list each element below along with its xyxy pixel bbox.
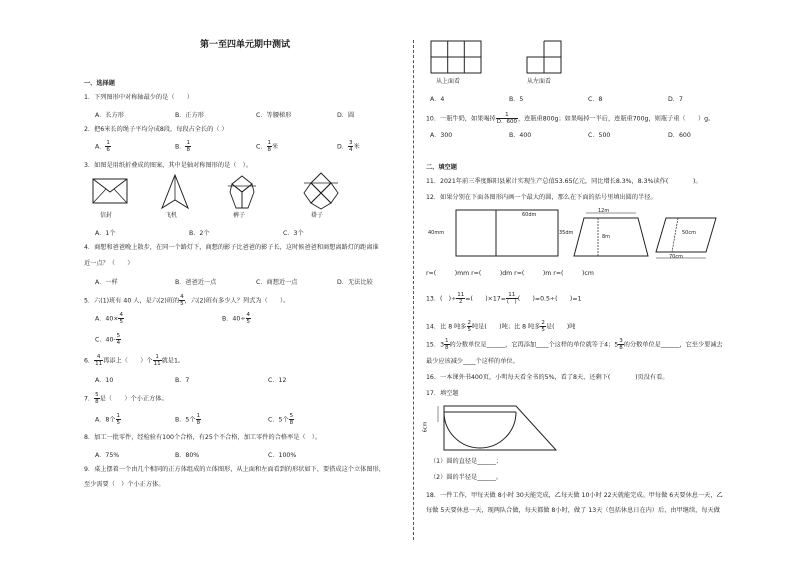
q9-option-d: D．7	[668, 96, 683, 103]
semicircle-trapezoid-figure	[430, 402, 560, 452]
q9-option-b: B．5	[509, 96, 524, 103]
q7-option-b: B．5个 $\frac{1}{8}$	[175, 413, 201, 426]
section-fill-heading: 二、填空题	[426, 164, 457, 171]
q3-option-b: B．2个	[189, 230, 210, 237]
q5-option-a: A．40× $\frac{4}{5}$	[95, 312, 123, 325]
q12-answer-line: r=( )mm r=( )dm r=( )m r=( )cm	[426, 270, 594, 277]
q3-option-c: C．3个	[283, 230, 304, 237]
section-choice-heading: 一、选择题	[84, 80, 115, 87]
q8-option-b: B．80%	[175, 452, 200, 459]
q1-option-d: D．圆	[337, 112, 355, 119]
question-1: 1．下列图形中对称轴最少的是（ ）	[84, 94, 194, 101]
q10-option-d: D．600	[668, 132, 691, 139]
left-view-grid	[526, 40, 562, 74]
right-column	[418, 0, 794, 562]
dim-50cm: 50cm	[682, 230, 696, 236]
figure-label-shirt: 褂子	[311, 212, 324, 219]
q1-option-c: C．等腰梯形	[256, 112, 292, 119]
dim-60dm: 60dm	[522, 212, 537, 218]
question-13: 13．( )÷ $\frac{11}{2}$ =( )×17= $\frac{11}{( )}$ ( )=0.5÷( )=1	[426, 292, 582, 305]
q2-option-b: B． $\frac{1}{8}$	[175, 140, 190, 153]
pants-figure	[226, 174, 258, 210]
q4-option-b: B．爸爸近一点	[175, 279, 217, 286]
q7-option-a: A．8个 $\frac{1}{5}$	[95, 413, 121, 426]
question-9-line1: 9．桌上摆着一个由几个相同的正方体组成的立体图形，从上面和左面看到的形状如下，要搭成这个立体图形，	[84, 466, 385, 473]
plane-figure	[160, 174, 190, 210]
q5-option-c: C．40- $\frac{5}{4}$	[95, 333, 121, 346]
q4-option-c: C．商想近一点	[256, 279, 298, 286]
q17-diameter: （1）圆的直径是______；	[430, 458, 502, 465]
dim-40mm: 40mm	[428, 230, 445, 236]
question-3: 3．如图是用纸折叠成的图案，其中是轴对称图形的是（ ）。	[84, 162, 252, 169]
q2-option-d: D． $\frac{3}{4}$ 米	[337, 140, 360, 153]
question-15-line2: 最少应该减少____个这样的单位。	[426, 358, 519, 365]
question-18-line1: 18．一件工作，甲每天做 8小时 30天能完成，乙每天做 10小时 22天就能完成。甲每做 6天要休息一天，乙	[426, 492, 723, 499]
q3-option-a: A．1个	[95, 230, 116, 237]
q6-option-c: C．12	[268, 377, 287, 384]
q1-option-b: B．正方形	[175, 112, 204, 119]
question-9-line2: 至少需要（ ）个小正方体。	[84, 481, 165, 488]
dim-12m: 12m	[598, 208, 610, 214]
q2-option-c: C． $\frac{1}{8}$ 米	[256, 140, 279, 153]
q2-option-a: A． $\frac{1}{6}$	[95, 140, 110, 153]
question-12: 12．如果分别在下面各图形内画一个最大的圆，那么在下面的括号里填出圆的半径。	[426, 194, 657, 201]
figure-label-plane: 飞机	[165, 212, 178, 219]
left-view-label: 从左面看	[527, 78, 552, 85]
q9-option-a: A．4	[430, 96, 445, 103]
q8-option-c: C．100%	[268, 452, 297, 459]
figure-label-pants: 裤子	[233, 212, 246, 219]
q8-option-a: A．75%	[95, 452, 120, 459]
q4-option-a: A．一样	[95, 279, 118, 286]
question-17: 17．填空题	[426, 390, 459, 397]
question-10: 10．一瓶牛奶，如果喝掉 $\frac{1}{D.600}$ ，连瓶重800g；如果喝掉一半后，连瓶重700g，则瓶子重（ ）g。	[426, 112, 715, 125]
top-view-label: 从上面看	[436, 78, 461, 85]
q9-option-c: C．8	[588, 96, 603, 103]
dim-35dm: 35dm	[559, 230, 574, 236]
question-16: 16．一本课外书400页，小明每天看全书的5%，看了8天，还剩下( )页没有看。	[426, 374, 669, 381]
question-4-line2: 近一点？（ ）	[84, 260, 134, 267]
question-15: 15．3 $\frac{1}{8}$ 的分数单位是______，它再添加____个这样的单位就等于4；5 $\frac{3}{8}$ 的分数单位是______，它至少要减去	[426, 338, 723, 351]
shirt-figure	[303, 172, 339, 210]
column-divider	[413, 40, 414, 540]
envelope-figure	[92, 178, 128, 206]
page-title: 第一至四单元期中测试	[200, 40, 291, 50]
q17-radius: （2）圆的半径是______。	[430, 474, 502, 481]
question-8: 8．加工一批零件，经检验有100个合格，有25个不合格，加工零件的合格率是（ ）。	[84, 434, 322, 441]
q4-option-d: D．无法比较	[337, 279, 373, 286]
dim-6cm: 6cm	[422, 421, 429, 433]
figure-label-envelope: 信封	[100, 212, 113, 219]
dim-70cm: 70cm	[669, 254, 683, 260]
q5-option-b: B．40÷ $\frac{4}{5}$	[222, 312, 250, 325]
question-7: 7． $\frac{5}{8}$ 是（ ）个小正方体。	[84, 392, 168, 405]
q1-option-a: A．长方形	[95, 112, 124, 119]
q6-option-a: A．10	[95, 377, 114, 384]
q10-option-a: A．300	[430, 132, 453, 139]
dim-8m: 8m	[602, 234, 611, 240]
question-2: 2．把6米长的绳子平均分成8段，每段占全长的（ ）	[84, 126, 228, 133]
question-18-line2: 每做 5天要休息一天，现两队合做，每天都做 8小时，做了 13天（包括休息日在内）后，由甲继续，每天做	[426, 507, 720, 514]
q10-option-b: B．400	[509, 132, 532, 139]
q10-option-c: C．500	[588, 132, 611, 139]
question-11: 11．2021年前三季度睢阳县累计实现生产总值53.65亿元，同比增长8.3%，8.3%读作( )。	[426, 178, 702, 185]
question-5: 5．六(1)班有 40 人，是六(2)班的 $\frac{4}{5}$ ，六(2)班有多少人？列式为（ ）。	[84, 294, 290, 307]
question-14: 14．比 8 吨多 $\frac{2}{5}$ 吨是( )吨；比 8 吨多 $\frac{2}{5}$ 是( )吨	[426, 320, 576, 333]
question-4-line1: 4．商想和爸爸晚上散步，在同一个路灯下，商想的影子比爸爸的影子长，这时候爸爸和商想离路灯的距离谁	[84, 244, 379, 251]
q6-option-b: B．7	[175, 377, 190, 384]
top-view-grid	[430, 40, 482, 74]
q7-option-c: C．5个 $\frac{5}{8}$	[268, 413, 294, 426]
question-6: 6． $\frac{4}{11}$ 再添上（ ）个 $\frac{1}{11}$ 就是1。	[84, 354, 185, 367]
